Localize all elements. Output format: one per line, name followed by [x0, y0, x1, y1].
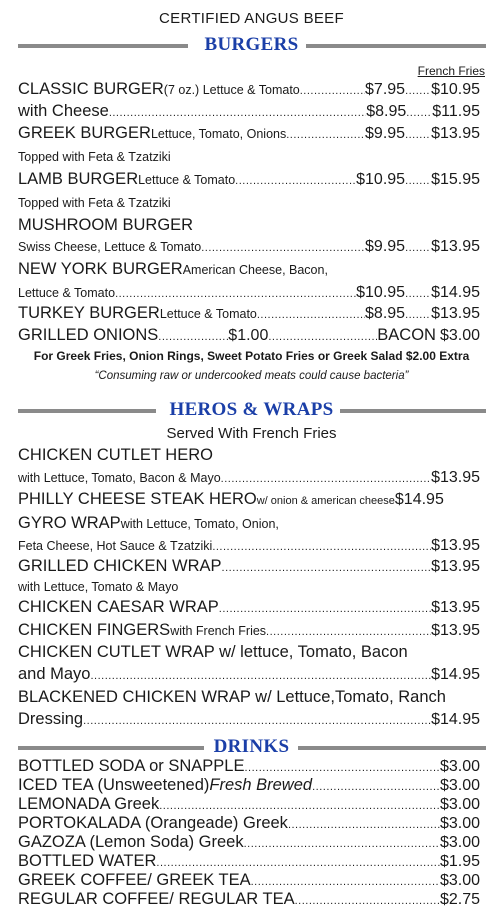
section-title-drinks: DRINKS	[208, 736, 296, 757]
drink-item-lemonada: LEMONADA Greek ..... $3.00	[18, 795, 480, 814]
section-header-burgers	[0, 32, 503, 58]
menu-item-chicken-cutlet-hero: CHICKEN CUTLET HERO	[18, 446, 213, 464]
drink-item-bottled-soda: BOTTLED SODA or SNAPPLE ..... $3.00	[18, 757, 480, 776]
drink-item-regular-coffee-tea: REGULAR COFFEE/ REGULAR TEA ..... $2.75	[18, 890, 480, 909]
menu-item-mushroom-burger: MUSHROOM BURGER	[18, 216, 194, 234]
menu-item-lamb-burger: LAMB BURGER Lettuce & Tomato ..... $10.95 ..... $15.95	[18, 170, 480, 189]
menu-item-greek-burger: GREEK BURGER Lettuce, Tomato, Onions ..... $9.95 ..... $13.95	[18, 124, 480, 143]
drink-item-portokalada: PORTOKALADA (Orangeade) Greek ..... $3.00	[18, 814, 480, 833]
menu-item-new-york-burger-details: Lettuce & Tomato ..... $10.95 ..... $14.95	[18, 284, 480, 302]
drink-item-iced-tea: ICED TEA (Unsweetened) Fresh Brewed ..... $3.00	[18, 776, 480, 795]
french-fries-column-label: French Fries	[417, 64, 485, 78]
menu-item-chicken-caesar-wrap: CHICKEN CAESAR WRAP ..... $13.95	[18, 598, 480, 617]
menu-item-blackened-chicken-wrap-price: Dressing ..... $14.95	[18, 710, 480, 729]
supertitle: CERTIFIED ANGUS BEEF	[159, 10, 344, 27]
menu-item-grilled-onions-bacon: GRILLED ONIONS ..... $1.00 ..... BACON $3.00	[18, 326, 480, 345]
menu-item-gyro-wrap: GYRO WRAP with Lettuce, Tomato, Onion,	[18, 514, 279, 532]
menu-item-description: with Lettuce, Tomato & Mayo	[18, 580, 179, 594]
raw-meat-warning: “Consuming raw or undercooked meats could cause bacteria”	[94, 370, 409, 382]
menu-item-new-york-burger: NEW YORK BURGER American Cheese, Bacon,	[18, 260, 328, 278]
menu-item-classic-burger: CLASSIC BURGER (7 oz.) Lettuce & Tomato ..... $7.95 ..... $10.95	[18, 80, 480, 99]
section-title-burgers: BURGERS	[199, 34, 305, 55]
menu-item-turkey-burger: TURKEY BURGER Lettuce & Tomato ..... $8.95 ..... $13.95	[18, 304, 480, 323]
section-subtitle: Served With French Fries	[166, 425, 337, 442]
menu-item-description: Topped with Feta & Tzatziki	[18, 196, 171, 210]
menu-item-chicken-cutlet-wrap-price: and Mayo ..... $14.95	[18, 665, 480, 684]
section-title-heros-wraps: HEROS & WRAPS	[163, 399, 339, 420]
drink-item-gazoza: GAZOZA (Lemon Soda) Greek ..... $3.00	[18, 833, 480, 852]
menu-item-blackened-chicken-wrap: BLACKENED CHICKEN WRAP w/ Lettuce,Tomato, Ranch	[18, 688, 446, 706]
menu-item-chicken-cutlet-hero-details: with Lettuce, Tomato, Bacon & Mayo ..... $13.95	[18, 469, 480, 487]
drink-item-bottled-water: BOTTLED WATER ..... $1.95	[18, 852, 480, 871]
menu-item-with-cheese: with Cheese ..... $8.95 ..... $11.95	[18, 102, 480, 121]
drink-item-greek-coffee-tea: GREEK COFFEE/ GREEK TEA ..... $3.00	[18, 871, 480, 890]
menu-item-chicken-cutlet-wrap: CHICKEN CUTLET WRAP w/ lettuce, Tomato, Bacon	[18, 643, 408, 661]
menu-item-mushroom-burger-details: Swiss Cheese, Lettuce & Tomato ..... $9.95 ..... $13.95	[18, 238, 480, 256]
menu-item-chicken-fingers: CHICKEN FINGERS with French Fries ..... $13.95	[18, 621, 480, 640]
section-header-heros-wraps	[0, 397, 503, 423]
menu-item-philly-cheese-steak-hero: PHILLY CHEESE STEAK HERO w/ onion & american cheese $14.95	[18, 490, 444, 508]
extras-note: For Greek Fries, Onion Rings, Sweet Potato Fries or Greek Salad $2.00 Extra	[33, 349, 470, 363]
menu-item-grilled-chicken-wrap: GRILLED CHICKEN WRAP ..... $13.95	[18, 557, 480, 576]
menu-item-gyro-wrap-details: Feta Cheese, Hot Sauce & Tzatziki ..... $13.95	[18, 537, 480, 555]
menu-item-description: Topped with Feta & Tzatziki	[18, 150, 171, 164]
